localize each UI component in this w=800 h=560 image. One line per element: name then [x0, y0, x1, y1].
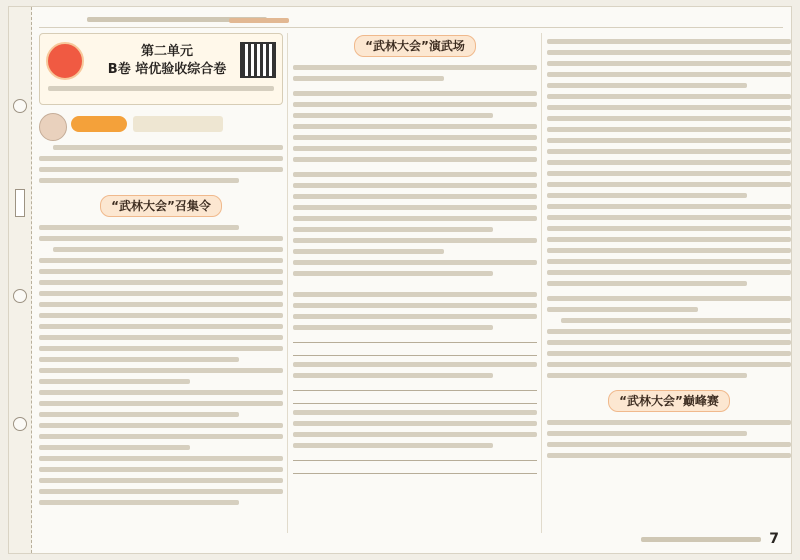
practice-intro — [293, 65, 537, 81]
page-top-bar — [39, 11, 783, 28]
section-title-summon: “武林大会”召集令 — [100, 195, 222, 217]
question-3-block — [293, 172, 537, 276]
theme-name — [133, 116, 223, 132]
section-title-peak: “武林大会”巅峰赛 — [608, 390, 730, 412]
binding-hole-icon — [13, 289, 27, 303]
page-number: 7 — [769, 531, 779, 547]
question-4-block — [293, 292, 537, 474]
page-footer — [641, 531, 779, 547]
theme-label-tag — [71, 116, 127, 132]
binding-strip — [9, 7, 32, 553]
column-right — [547, 33, 791, 533]
student-avatar-icon — [39, 113, 67, 141]
binding-hole-icon — [13, 417, 27, 431]
brand-logo-icon — [46, 42, 84, 80]
column-divider — [541, 33, 542, 533]
intro-paragraph — [39, 145, 283, 183]
question-6-block — [547, 296, 791, 378]
seal-line-marker — [15, 189, 25, 217]
theme-row — [39, 113, 283, 133]
unit-title: 第二单元 — [140, 44, 193, 59]
unit-header-card — [39, 33, 283, 105]
answer-reference-tag — [229, 18, 289, 23]
section-title-practice: “武林大会”演武场 — [354, 35, 476, 57]
column-divider — [287, 33, 288, 533]
peak-intro — [547, 420, 791, 458]
question-1-block — [39, 225, 283, 505]
question-5-block — [547, 39, 791, 286]
exam-meta-line — [48, 86, 274, 91]
column-left — [39, 33, 283, 533]
footer-book-info — [641, 537, 761, 542]
exam-page — [8, 6, 792, 554]
qr-code-icon[interactable] — [240, 42, 276, 78]
exam-card-name: B卷 培优验收综合卷 — [107, 62, 227, 77]
question-2-block — [293, 91, 537, 162]
column-middle — [293, 33, 537, 533]
binding-hole-icon — [13, 99, 27, 113]
